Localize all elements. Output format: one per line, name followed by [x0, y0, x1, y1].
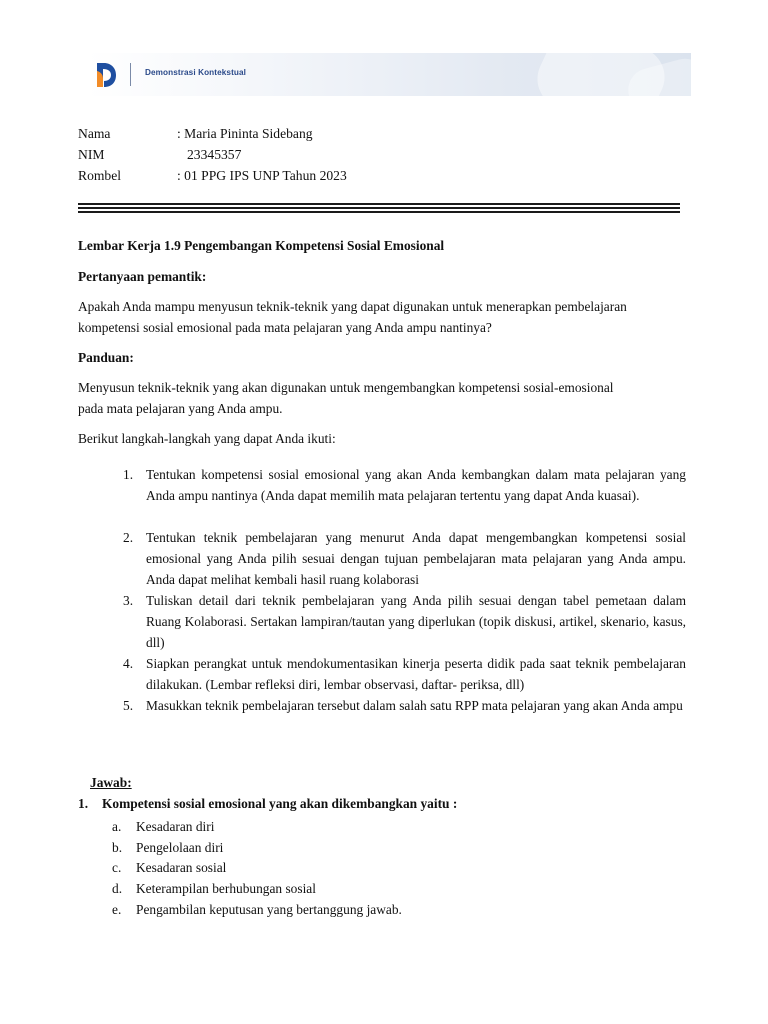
answer-heading: Jawab: [90, 775, 132, 790]
step-number: 2. [123, 530, 134, 545]
identity-value: : Maria Pininta Sidebang [177, 126, 313, 141]
trigger-text-line: kompetensi sosial emosional pada mata pelajaran yang Anda ampu nantinya? [78, 320, 492, 335]
answer-q1-number: 1. [78, 796, 89, 811]
divider-line [78, 203, 680, 205]
trigger-heading: Pertanyaan pemantik: [78, 269, 207, 284]
step-text: Tentukan kompetensi sosial emosional yang akan Anda kembangkan dalam mata pelajaran yang Anda ampu nantinya (Anda dapat memilih mata pelajaran tertentu yang dapat Anda kuasai). [146, 467, 686, 503]
identity-label: NIM [78, 147, 105, 162]
answer-item: Pengambilan keputusan yang bertanggung jawab. [136, 902, 402, 917]
answer-item-letter: e. [112, 902, 122, 917]
identity-label: Rombel [78, 168, 122, 183]
answer-item: Keterampilan berhubungan sosial [136, 881, 316, 896]
step-text: Tentukan teknik pembelajaran yang menurut Anda dapat mengembangkan kompetensi sosial emosional yang Anda pilih sesuai dengan tujuan pembelajaran mata pelajaran yang Anda ampu. Anda dapat melihat kembali hasil ruang kolaborasi [146, 530, 686, 587]
guide-heading: Panduan: [78, 350, 134, 365]
logo-divider [130, 63, 131, 86]
answer-item-letter: a. [112, 819, 122, 834]
step-text: Masukkan teknik pembelajaran tersebut dalam salah satu RPP mata pelajaran yang akan Anda ampu [146, 698, 683, 713]
trigger-text-line: Apakah Anda mampu menyusun teknik-teknik yang dapat digunakan untuk menerapkan pembelajaran [78, 299, 627, 314]
step-number: 3. [123, 593, 134, 608]
answer-item-letter: b. [112, 840, 123, 855]
identity-value: 23345357 [187, 147, 242, 162]
identity-label: Nama [78, 126, 111, 141]
step-number: 4. [123, 656, 134, 671]
header-banner [87, 53, 691, 96]
divider-line [78, 211, 680, 213]
divider-line [78, 207, 680, 209]
guide-text-line: Menyusun teknik-teknik yang akan digunakan untuk mengembangkan kompetensi sosial-emosional [78, 380, 614, 395]
answer-item-letter: d. [112, 881, 123, 896]
guide-text-line: pada mata pelajaran yang Anda ampu. [78, 401, 283, 416]
header-title: Demonstrasi Kontekstual [145, 68, 247, 77]
d-logo-icon [95, 62, 117, 88]
answer-item: Pengelolaan diri [136, 840, 224, 855]
steps-intro: Berikut langkah-langkah yang dapat Anda ikuti: [78, 431, 336, 446]
identity-value: : 01 PPG IPS UNP Tahun 2023 [177, 168, 347, 183]
answer-q1-title: Kompetensi sosial emosional yang akan dikembangkan yaitu : [102, 796, 458, 811]
answer-item: Kesadaran diri [136, 819, 215, 834]
step-text: Tuliskan detail dari teknik pembelajaran yang Anda pilih sesuai dengan tabel pemetaan dalam Ruang Kolaborasi. Sertakan lampiran/tautan yang diperlukan (topik diskusi, artikel, skenario, kasus, dll) [146, 593, 686, 650]
worksheet-title: Lembar Kerja 1.9 Pengembangan Kompetensi Sosial Emosional [78, 238, 445, 253]
step-number: 5. [123, 698, 134, 713]
answer-item-letter: c. [112, 860, 122, 875]
answer-item: Kesadaran sosial [136, 860, 227, 875]
step-text: Siapkan perangkat untuk mendokumentasikan kinerja peserta didik pada saat teknik pembelajaran dilakukan. (Lembar refleksi diri, lembar observasi, daftar- periksa, dll) [146, 656, 686, 692]
step-number: 1. [123, 467, 134, 482]
